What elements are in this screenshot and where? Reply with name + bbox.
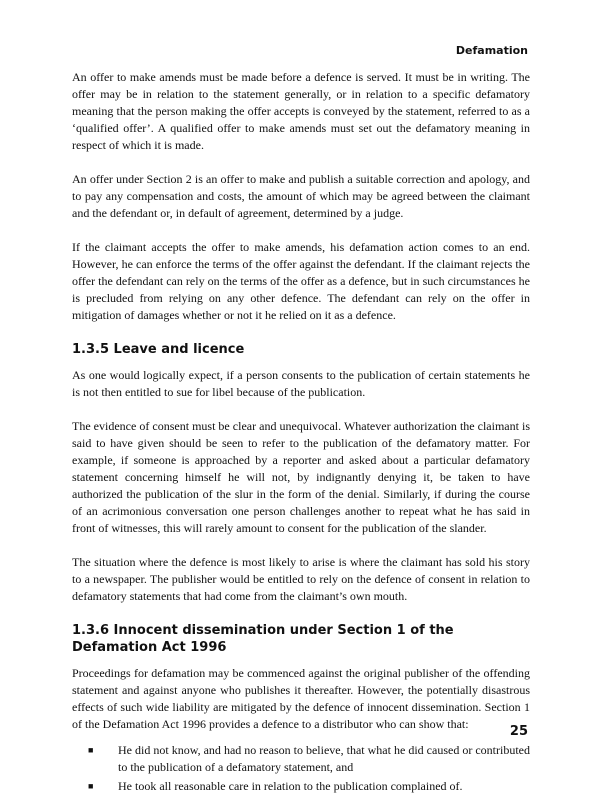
heading-leave-and-licence: 1.3.5 Leave and licence xyxy=(72,342,245,357)
running-header: Defamation xyxy=(455,44,528,57)
paragraph-offer-amends: An offer to make amends must be made before a defence is served. It must be in writing. The offer may be in relation to the statement generally, or in relation to a specific defamatory meaning that the person making the offer accepts is conveyed by the statement, referred to as a ‘qualified offer’. A qualified offer to make amends must set out the defamatory meaning in respect of which it is made. xyxy=(72,70,530,152)
paragraph-section-2-offer: An offer under Section 2 is an offer to make and publish a suitable correction and apology, and to pay any compensation and costs, the amount of which may be agreed between the claimant and the defendant or, in default of agreement, determined by a judge. xyxy=(72,172,530,220)
list-item xyxy=(72,742,530,776)
heading-innocent-dissemination: 1.3.6 Innocent dissemination under Section 1 of the Defamation Act 1996 xyxy=(72,623,454,655)
list-item-text: He took all reasonable care in relation to the publication complained of. xyxy=(118,779,463,793)
bullet-list xyxy=(72,742,530,795)
bullet-square-icon: ■ xyxy=(88,781,94,791)
page-number: 25 xyxy=(509,724,528,739)
body-text xyxy=(72,69,530,797)
paragraph-proceedings: Proceedings for defamation may be commenced against the original publisher of the offending statement and against anyone who publishes it thereafter. However, the potentially disastrous effects of such wide liability are mitigated by the defence of innocent dissemination. Section 1 of the Defamation Act 1996 provides a defence to a distributor who can show that: xyxy=(72,666,530,731)
paragraph-consent: As one would logically expect, if a person consents to the publication of certain statements he is not then entitled to sue for libel because of the publication. xyxy=(72,368,530,399)
list-item xyxy=(72,778,530,795)
paragraph-newspaper-story: The situation where the defence is most likely to arise is where the claimant has sold his story to a newspaper. The publisher would be entitled to rely on the defence of consent in relation to defamatory statements that had come from the claimant’s own mouth. xyxy=(72,555,530,603)
paragraph-claimant-accepts: If the claimant accepts the offer to make amends, his defamation action comes to an end. However, he can enforce the terms of the offer against the defendant. If the claimant rejects the offer the defendant can rely on the terms of the offer as a defence, but in such circumstances he is precluded from relying on any other defence. The defendant can rely on the offer in mitigation of damages whether or not it he relied on it as a defence. xyxy=(72,240,530,322)
paragraph-evidence-of-consent: The evidence of consent must be clear and unequivocal. Whatever authorization the claimant is said to have given should be seen to refer to the publication of the defamatory matter. For example, if someone is approached by a reporter and asked about a particular defamatory statement concerning himself he will not, by indignantly denying it, be taken to have authorized the publication of the slur in the form of the denial. Similarly, if during the course of an acrimonious conversation one person challenges another to repeat what he has said in front of witnesses, this will rarely amount to consent for the publication of the slander. xyxy=(72,419,530,535)
list-item-text: He did not know, and had no reason to believe, that what he did caused or contributed to the publication of a defamatory statement, and xyxy=(118,743,530,774)
bullet-square-icon: ■ xyxy=(88,745,94,755)
